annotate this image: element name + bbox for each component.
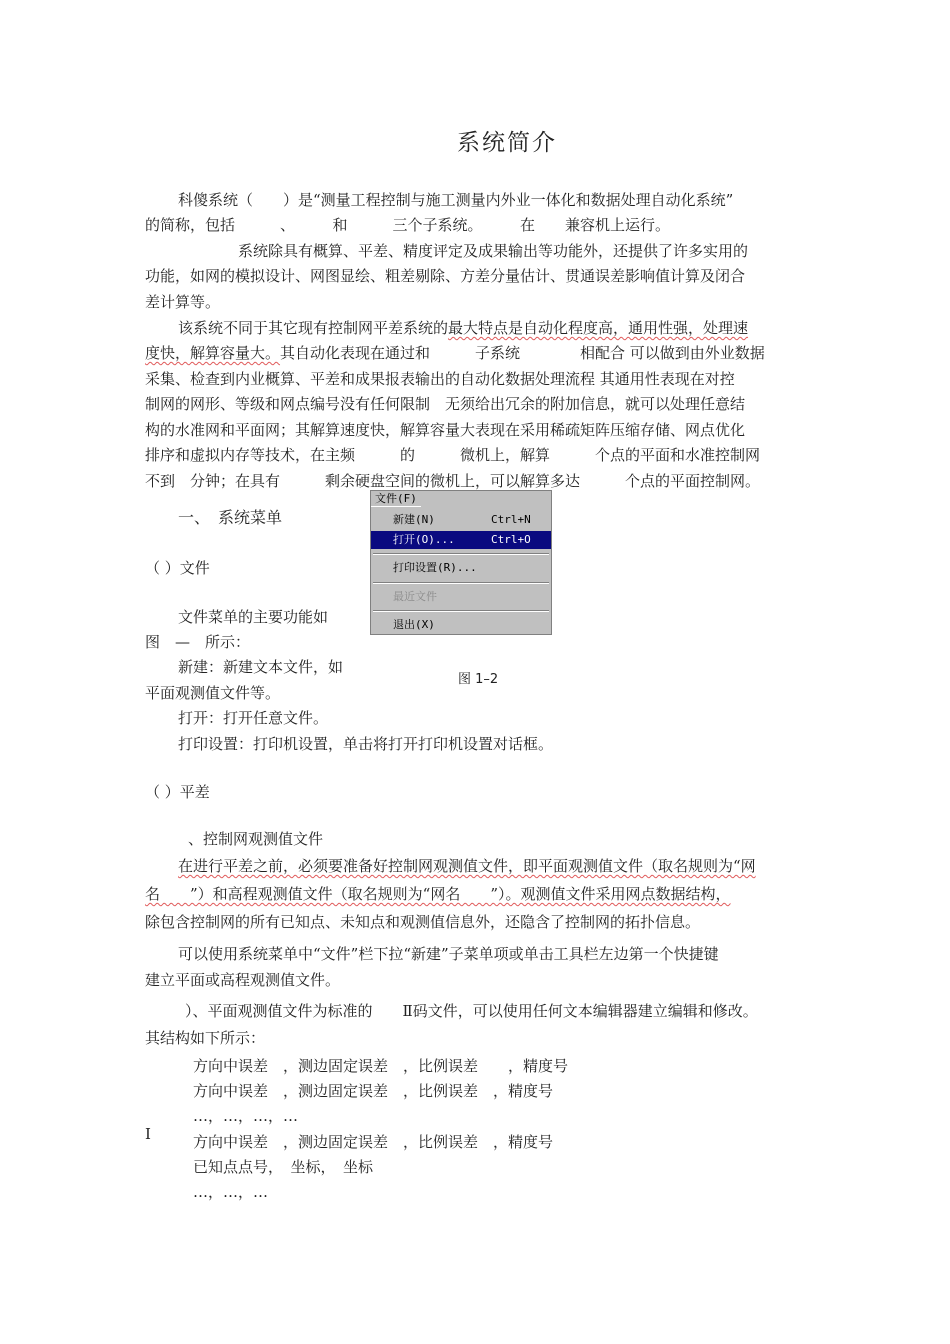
intro-p3-line-1-a: 该系统不同于其它现有控制网平差系统的 (178, 319, 449, 337)
intro-p3-line-4: 制网的网形、等级和网点编号没有任何限制 无须给出冗余的附加信息，就可以处理任意结 (145, 395, 746, 413)
menu-item-open-shortcut: Ctrl+O (491, 533, 531, 546)
obs-p1-line-3: 除包含控制网的所有已知点、未知点和观测值信息外，还隐含了控制网的拓扑信息。 (145, 913, 701, 931)
subsection-adjustment: （ ）平差 (145, 783, 210, 801)
intro-line-2: 的简称，包括 、 和 三个子系统。 在 兼容机上运行。 (145, 216, 671, 234)
menu-item-print-setup-label: 打印设置(R)... (393, 561, 477, 574)
new-desc-line-1: 新建：新建文本文件，如 (178, 658, 344, 676)
menu-item-open-label: 打开(O)... (393, 533, 455, 546)
menu-separator (373, 553, 549, 555)
obs-p2-line-2: 建立平面或高程观测值文件。 (145, 971, 341, 989)
intro-line-1: 科傻系统（ ）是“测量工程控制与施工测量内外业一体化和数据处理自动化系统” (178, 191, 734, 209)
file-menu-desc-line-1: 文件菜单的主要功能如 (178, 608, 329, 626)
intro-p3-line-2-b: 其自动化表现在通过和 子系统 相配合 可以做到由外业数据 (280, 344, 765, 362)
obs-p1-line-2 (145, 884, 731, 904)
obs-p1-line-2-text: 名 ”）和高程观测值文件（取名规则为“网名 ”）。观测值文件采用网点数据结构， (145, 885, 731, 903)
menu-item-new[interactable] (371, 511, 551, 529)
intro-p2-line-1: 系统除具有概算、平差、精度评定及成果输出等功能外，还提供了许多实用的 (238, 242, 749, 260)
intro-p3-line-7: 不到 分钟；在具有 剩余硬盘空间的微机上，可以解算多达 个点的平面控制网。 (145, 472, 761, 490)
obs-p1-line-1: 在进行平差之前，必须要准备好控制网观测值文件，即平面观测值文件（取名规则为“网 (178, 857, 756, 875)
obs-p2-line-1: 可以使用系统菜单中“文件”栏下拉“新建”子菜单项或单击工具栏左边第一个快捷键 (178, 945, 719, 963)
open-desc: 打开：打开任意文件。 (178, 709, 329, 727)
menu-separator (373, 582, 549, 584)
intro-p3-line-3: 采集、检查到内业概算、平差和成果报表输出的自动化数据处理流程 其通用性表现在对控 (145, 370, 735, 388)
structure-line-3: …，…，…，… (193, 1107, 299, 1125)
file-menu-desc-line-2: 图 — 所示： (145, 633, 251, 651)
intro-p3-line-6: 排序和虚拟内存等技术，在主频 的 微机上，解算 个点的平面和水准控制网 (145, 446, 761, 464)
page-title: 系统简介 (457, 130, 557, 156)
intro-p3-line-5: 构的水准网和平面网；其解算速度快，解算容量大表现在采用稀疏矩阵压缩存储、网点优化 (145, 421, 746, 439)
file-menu-screenshot (370, 490, 552, 635)
intro-p3-line-2-a: 度快，解算容量大。 (145, 344, 281, 362)
menu-separator (373, 610, 549, 612)
file-menu-title[interactable]: 文件(F) (371, 491, 421, 507)
obs-p3-line-2: 其结构如下所示： (145, 1029, 266, 1047)
structure-line-4: 方向中误差 ，测边固定误差 ，比例误差 ，精度号 (193, 1133, 554, 1151)
structure-line-1: 方向中误差 ，测边固定误差 ，比例误差 ，精度号 (193, 1057, 569, 1075)
intro-p3-line-1 (178, 318, 748, 338)
section-heading-observation-file: 、控制网观测值文件 (188, 830, 324, 848)
intro-p2-line-2: 功能，如网的模拟设计、网图显绘、粗差剔除、方差分量估计、贯通误差影响值计算及闭合 (145, 267, 746, 285)
obs-p3-line-1: ）、平面观测值文件为标准的 Ⅱ码文件，可以使用任何文本编辑器建立编辑和修改。 (185, 1002, 758, 1020)
menu-item-exit-label: 退出(X) (393, 618, 435, 631)
menu-item-exit[interactable] (371, 616, 551, 634)
structure-line-2: 方向中误差 ，测边固定误差 ，比例误差 ，精度号 (193, 1082, 554, 1100)
menu-item-new-shortcut: Ctrl+N (491, 513, 531, 526)
intro-p3-line-2 (145, 343, 765, 363)
menu-item-new-label: 新建(N) (393, 513, 435, 526)
text-cursor-mark: I (145, 1125, 151, 1143)
structure-line-6: …，…，… (193, 1183, 269, 1201)
intro-p3-line-1-b: 最大特点是自动化程度高，通用性强，处理速 (448, 319, 749, 337)
new-desc-line-2: 平面观测值文件等。 (145, 684, 281, 702)
menu-item-open[interactable] (371, 531, 551, 549)
menu-item-print-setup[interactable] (371, 559, 551, 577)
intro-p2-line-3: 差计算等。 (145, 293, 221, 311)
menu-item-recent-files (371, 588, 551, 606)
subsection-file: （ ）文件 (145, 559, 210, 577)
figure-caption: 图 1–2 (458, 672, 499, 687)
menu-item-recent-files-label: 最近文件 (393, 590, 437, 603)
print-setup-desc: 打印设置：打印机设置，单击将打开打印机设置对话框。 (178, 735, 554, 753)
structure-line-5: 已知点点号， 坐标， 坐标 (193, 1158, 374, 1176)
section-heading-system-menu: 一、 系统菜单 (178, 508, 283, 527)
